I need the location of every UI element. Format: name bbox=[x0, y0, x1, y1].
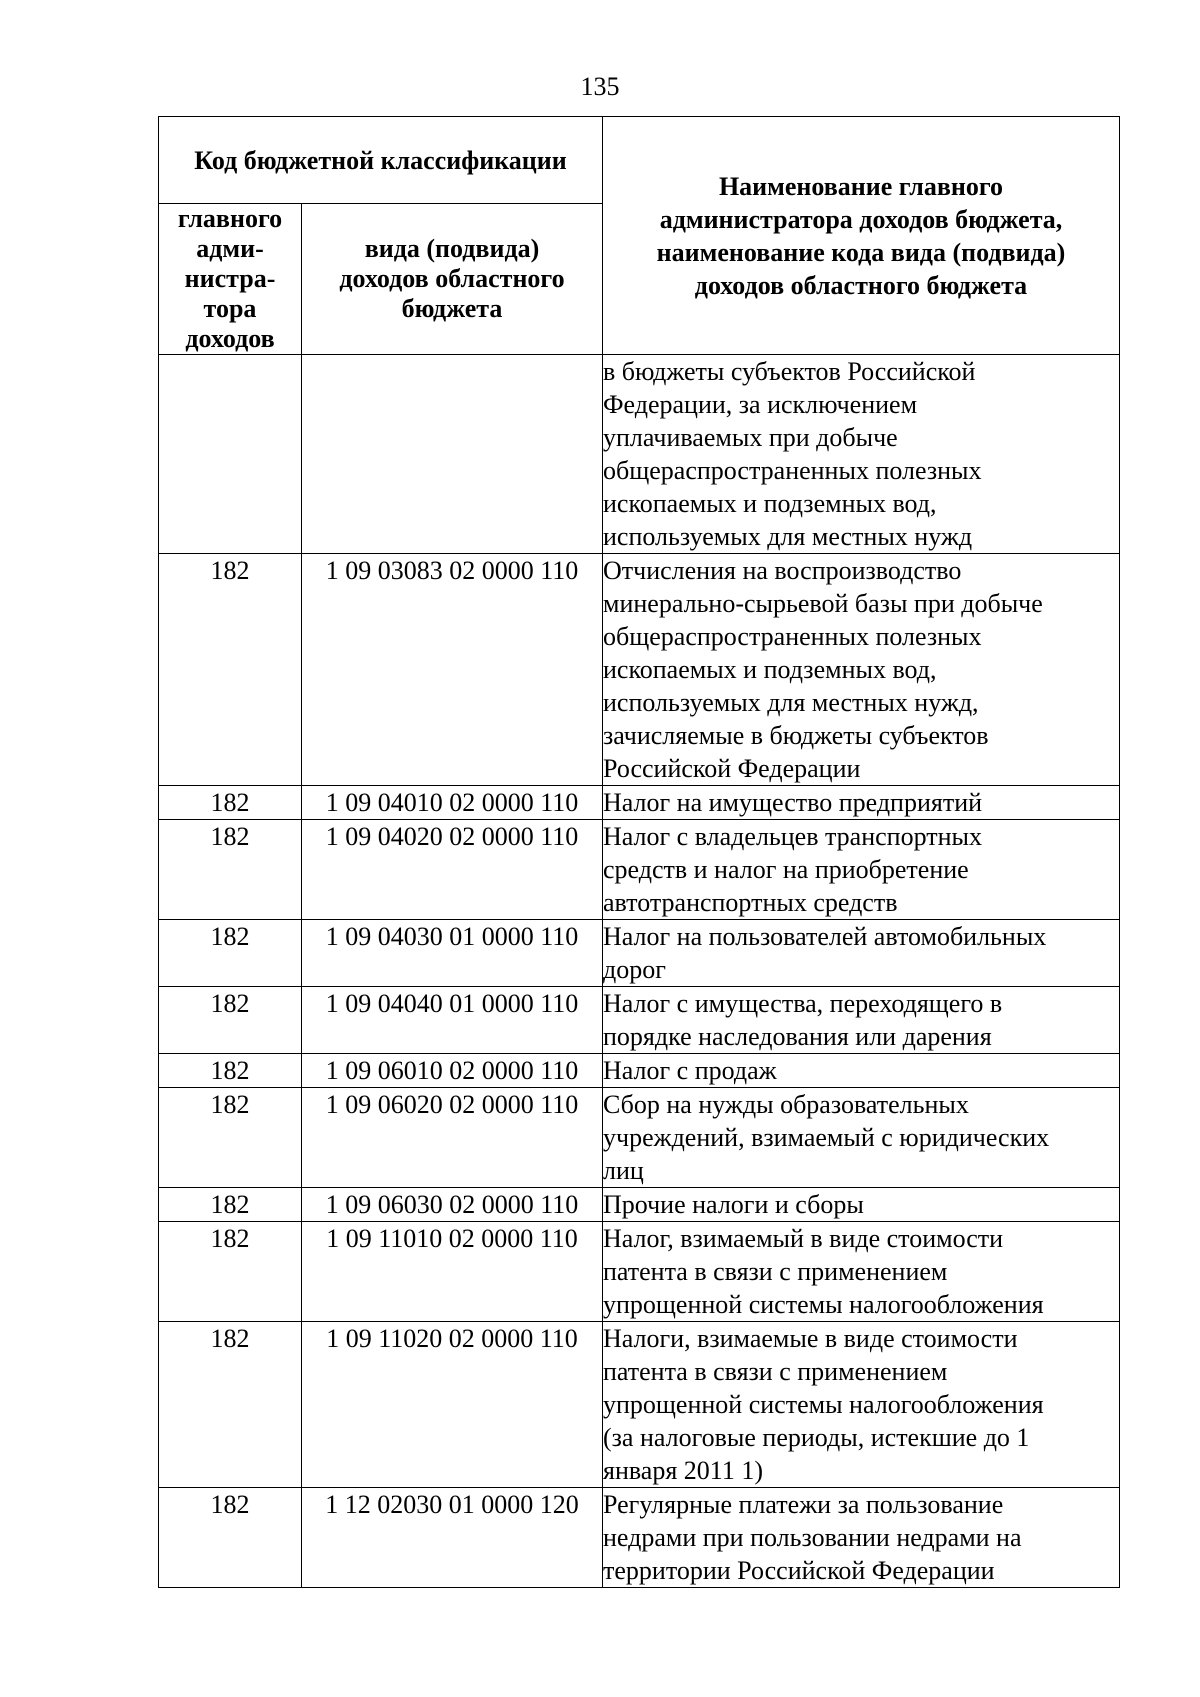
table-row bbox=[159, 1054, 1120, 1088]
income-name-line: Российской Федерации bbox=[603, 754, 861, 783]
income-name-cell bbox=[603, 1322, 1120, 1488]
table-row bbox=[159, 1488, 1120, 1588]
income-kind-code-cell: 1 09 03083 02 0000 110 bbox=[302, 554, 603, 786]
admin-code-cell: 182 bbox=[159, 987, 302, 1054]
income-name-cell bbox=[603, 355, 1120, 554]
income-kind-code-cell: 1 09 06030 02 0000 110 bbox=[302, 1188, 603, 1222]
header-admin-line: доходов bbox=[185, 324, 275, 353]
page-number: 135 bbox=[580, 72, 620, 101]
income-name-line: автотранспортных средств bbox=[603, 888, 898, 917]
table-row bbox=[159, 820, 1120, 920]
income-name-line: Налоги, взимаемые в виде стоимости bbox=[603, 1324, 1018, 1353]
income-name-line: дорог bbox=[603, 955, 666, 984]
income-kind-code-cell: 1 09 04030 01 0000 110 bbox=[302, 920, 603, 987]
header-kind-column bbox=[302, 204, 603, 355]
header-admin-line: тора bbox=[203, 294, 257, 323]
income-name-line: Налог с владельцев транспортных bbox=[603, 822, 982, 851]
admin-code-cell: 182 bbox=[159, 1188, 302, 1222]
income-name-line: минерально-сырьевой базы при добыче bbox=[603, 589, 1043, 618]
admin-code-cell: 182 bbox=[159, 1222, 302, 1322]
income-name-line: Сбор на нужды образовательных bbox=[603, 1090, 969, 1119]
income-name-line: средств и налог на приобретение bbox=[603, 855, 969, 884]
income-name-line: зачисляемые в бюджеты субъектов bbox=[603, 721, 989, 750]
header-name-line: администратора доходов бюджета, bbox=[659, 204, 1063, 234]
income-name-line: общераспространенных полезных bbox=[603, 456, 982, 485]
table-row bbox=[159, 1088, 1120, 1188]
header-admin-line: нистра- bbox=[184, 264, 276, 293]
income-name-cell bbox=[603, 987, 1120, 1054]
header-name-column bbox=[603, 117, 1120, 355]
income-kind-code-cell bbox=[302, 355, 603, 554]
income-name-line: Федерации, за исключением bbox=[603, 390, 918, 419]
income-kind-code-cell: 1 09 06020 02 0000 110 bbox=[302, 1088, 603, 1188]
admin-code-cell: 182 bbox=[159, 820, 302, 920]
table-row bbox=[159, 355, 1120, 554]
income-name-line: патента в связи с применением bbox=[603, 1257, 948, 1286]
table-row bbox=[159, 920, 1120, 987]
income-name-line: в бюджеты субъектов Российской bbox=[603, 357, 976, 386]
income-name-line: Налог с продаж bbox=[603, 1056, 777, 1085]
income-name-line: Налог на пользователей автомобильных bbox=[603, 922, 1047, 951]
income-name-cell bbox=[603, 1222, 1120, 1322]
header-admin-line: главного bbox=[177, 204, 283, 233]
income-name-cell bbox=[603, 786, 1120, 820]
income-name-line: используемых для местных нужд bbox=[603, 522, 973, 551]
income-name-line: Налог, взимаемый в виде стоимости bbox=[603, 1224, 1004, 1253]
income-kind-code-cell: 1 09 04010 02 0000 110 bbox=[302, 786, 603, 820]
income-kind-code-cell: 1 09 11010 02 0000 110 bbox=[302, 1222, 603, 1322]
income-name-cell bbox=[603, 1488, 1120, 1588]
income-kind-code-cell: 1 09 11020 02 0000 110 bbox=[302, 1322, 603, 1488]
income-kind-code-cell: 1 09 04020 02 0000 110 bbox=[302, 820, 603, 920]
income-name-line: недрами при пользовании недрами на bbox=[603, 1523, 1022, 1552]
header-name-line: доходов областного бюджета bbox=[694, 270, 1028, 300]
income-name-line: Отчисления на воспроизводство bbox=[603, 556, 962, 585]
income-name-line: порядке наследования или дарения bbox=[603, 1022, 992, 1051]
table-row bbox=[159, 1222, 1120, 1322]
income-name-line: Налог на имущество предприятий bbox=[603, 788, 983, 817]
header-name-line: Наименование главного bbox=[718, 171, 1004, 201]
income-name-line: лиц bbox=[603, 1156, 644, 1185]
header-name-line: наименование кода вида (подвида) bbox=[656, 237, 1066, 267]
income-name-cell bbox=[603, 554, 1120, 786]
income-name-cell bbox=[603, 820, 1120, 920]
income-name-line: (за налоговые периоды, истекшие до 1 bbox=[603, 1423, 1030, 1452]
income-name-line: упрощенной системы налогообложения bbox=[603, 1390, 1044, 1419]
header-kind-line: вида (подвида) bbox=[364, 234, 540, 263]
header-kind-line: бюджета bbox=[401, 294, 503, 323]
budget-classification-table bbox=[158, 116, 1120, 1588]
income-name-line: территории Российской Федерации bbox=[603, 1556, 995, 1585]
table-body bbox=[159, 355, 1120, 1588]
admin-code-cell: 182 bbox=[159, 1488, 302, 1588]
admin-code-cell: 182 bbox=[159, 920, 302, 987]
income-kind-code-cell: 1 09 04040 01 0000 110 bbox=[302, 987, 603, 1054]
table-row bbox=[159, 786, 1120, 820]
income-name-line: ископаемых и подземных вод, bbox=[603, 489, 937, 518]
header-kind-line: доходов областного bbox=[339, 264, 565, 293]
income-name-line: общераспространенных полезных bbox=[603, 622, 982, 651]
table-row bbox=[159, 1188, 1120, 1222]
income-name-line: января 2011 1) bbox=[603, 1456, 763, 1485]
table-header bbox=[159, 117, 1120, 355]
header-admin-line: адми- bbox=[196, 234, 264, 263]
income-name-cell bbox=[603, 1088, 1120, 1188]
income-name-line: Регулярные платежи за пользование bbox=[603, 1490, 1004, 1519]
income-kind-code-cell: 1 12 02030 01 0000 120 bbox=[302, 1488, 603, 1588]
admin-code-cell: 182 bbox=[159, 1322, 302, 1488]
table-row bbox=[159, 554, 1120, 786]
admin-code-cell bbox=[159, 355, 302, 554]
income-name-line: упрощенной системы налогообложения bbox=[603, 1290, 1044, 1319]
table-row bbox=[159, 1322, 1120, 1488]
admin-code-cell: 182 bbox=[159, 554, 302, 786]
income-name-cell bbox=[603, 1054, 1120, 1088]
header-budget-classification-code: Код бюджетной классификации bbox=[159, 117, 603, 204]
admin-code-cell: 182 bbox=[159, 786, 302, 820]
income-name-line: учреждений, взимаемый с юридических bbox=[603, 1123, 1050, 1152]
admin-code-cell: 182 bbox=[159, 1054, 302, 1088]
income-name-line: Прочие налоги и сборы bbox=[603, 1190, 864, 1219]
income-name-line: ископаемых и подземных вод, bbox=[603, 655, 937, 684]
header-admin-column bbox=[159, 204, 302, 355]
income-name-line: используемых для местных нужд, bbox=[603, 688, 979, 717]
income-name-cell bbox=[603, 1188, 1120, 1222]
income-name-line: патента в связи с применением bbox=[603, 1357, 948, 1386]
income-name-line: Налог с имущества, переходящего в bbox=[603, 989, 1003, 1018]
table-row bbox=[159, 987, 1120, 1054]
income-kind-code-cell: 1 09 06010 02 0000 110 bbox=[302, 1054, 603, 1088]
income-name-cell bbox=[603, 920, 1120, 987]
income-name-line: уплачиваемых при добыче bbox=[603, 423, 898, 452]
admin-code-cell: 182 bbox=[159, 1088, 302, 1188]
